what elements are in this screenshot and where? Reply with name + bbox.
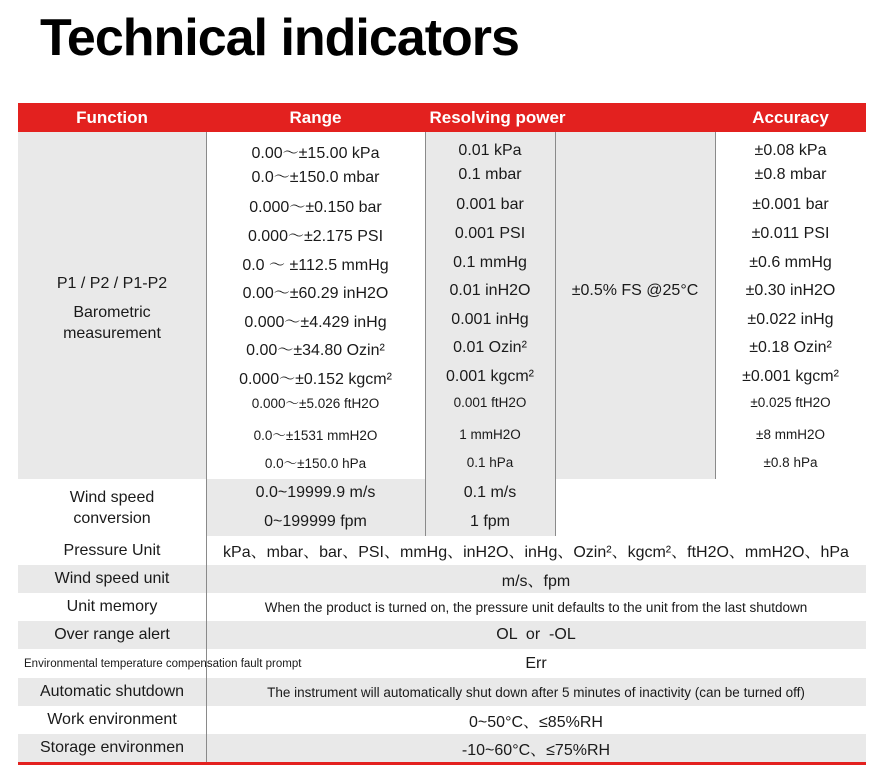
baro-resolution-6: 0.001 inHg [451, 311, 529, 328]
table-bottom-rule [18, 762, 866, 765]
baro-range-7: 0.00～±34.80 Ozin² [246, 341, 385, 359]
header-range: Range [289, 107, 342, 127]
baro-accuracy-3: ±0.011 PSI [751, 225, 830, 242]
wind-function-label [18, 483, 206, 533]
spec-label-pressure-unit: Pressure Unit [63, 541, 161, 559]
baro-accuracy-5: ±0.30 inH2O [745, 282, 836, 299]
baro-function-line2: Barometric [73, 303, 151, 321]
baro-accuracy-11: ±0.8 hPa [763, 454, 818, 470]
header-resolving-power: Resolving power [429, 107, 566, 127]
spec-value-wind-speed-unit: m/s、fpm [501, 572, 571, 590]
baro-resolution-3: 0.001 PSI [454, 225, 526, 242]
baro-resolution-11: 0.1 hPa [466, 454, 514, 470]
baro-resolution-8: 0.001 kgcm² [445, 368, 535, 385]
baro-function-line1: P1 / P2 / P1-P2 [56, 274, 168, 292]
baro-resolution-2: 0.001 bar [456, 196, 524, 213]
wind-resolution-1: 1 fpm [469, 512, 510, 530]
baro-range-8: 0.000～±0.152 kgcm² [239, 370, 392, 388]
baro-range-5: 0.00～±60.29 inH2O [242, 284, 389, 302]
baro-resolution-10: 1 mmH2O [459, 426, 521, 442]
spec-value-unit-memory: When the product is turned on, the pressure unit defaults to the unit from the last shutdown [264, 599, 808, 615]
page-title: Technical indicators [40, 9, 519, 67]
baro-range-11: 0.0～±150.0 hPa [264, 456, 367, 471]
baro-resolution-4: 0.1 mmHg [453, 254, 527, 271]
baro-resolution-0: 0.01 kPa [458, 142, 522, 159]
spec-value-auto-shutdown: The instrument will automatically shut down after 5 minutes of inactivity (can be turned off) [267, 684, 805, 700]
baro-resolution-1: 0.1 mbar [458, 166, 522, 183]
spec-value-env-temp-fault: Err [525, 654, 547, 672]
header-accuracy: Accuracy [752, 107, 829, 127]
baro-range-6: 0.000～±4.429 inHg [244, 313, 387, 331]
spec-label-work-environment: Work environment [47, 711, 177, 728]
wind-function-line1: Wind speed [69, 489, 155, 506]
wind-resolution-0: 0.1 m/s [463, 484, 517, 501]
baro-accuracy-6: ±0.022 inHg [747, 311, 834, 328]
wind-range-0: 0.0~19999.9 m/s [255, 484, 376, 501]
baro-shared-accuracy: ±0.5% FS @25°C [571, 282, 699, 299]
spec-value-work-environment: 0~50°C、≤85%RH [469, 713, 603, 731]
spec-value-storage-environment: -10~60°C、≤75%RH [461, 741, 611, 759]
spec-label-wind-speed-unit: Wind speed unit [54, 570, 170, 587]
spec-label-env-temp-fault: Environmental temperature compensation fault prompt [24, 657, 302, 670]
baro-range-3: 0.000～±2.175 PSI [247, 227, 384, 245]
baro-accuracy-7: ±0.18 Ozin² [749, 339, 832, 356]
spec-label-unit-memory: Unit memory [66, 598, 158, 615]
baro-range-9: 0.000～±5.026 ftH2O [251, 396, 380, 411]
baro-range-2: 0.000～±0.150 bar [249, 198, 382, 216]
baro-resolution-9: 0.001 ftH2O [453, 394, 527, 410]
spec-value-pressure-unit: kPa、mbar、bar、PSI、mmHg、inH2O、inHg、Ozin²、kgcm²、ftH2O、mmH2O、hPa [223, 544, 849, 561]
spec-table [18, 103, 866, 765]
baro-resolution-7: 0.01 Ozin² [453, 339, 527, 356]
separator-resolution [555, 132, 556, 536]
baro-range-10: 0.0～±1531 mmH2O [253, 428, 378, 443]
wind-range-1: 0~199999 fpm [264, 512, 367, 530]
baro-accuracy-1: ±0.8 mbar [754, 166, 827, 183]
baro-accuracy-4: ±0.6 mmHg [749, 254, 832, 271]
baro-accuracy-8: ±0.001 kgcm² [742, 368, 839, 385]
baro-function-label [18, 263, 206, 353]
baro-accuracy-9: ±0.025 ftH2O [750, 394, 831, 410]
baro-accuracy-2: ±0.001 bar [752, 196, 829, 213]
header-function: Function [76, 107, 148, 127]
spec-value-over-range-alert: OL or -OL [496, 626, 576, 643]
baro-function-line3: measurement [63, 324, 161, 342]
baro-accuracy-0: ±0.08 kPa [754, 142, 827, 159]
baro-accuracy-10: ±8 mmH2O [756, 426, 825, 442]
baro-range-1: 0.0～±150.0 mbar [251, 168, 380, 186]
spec-label-auto-shutdown: Automatic shutdown [39, 683, 185, 700]
baro-range-4: 0.0 ～ ±112.5 mmHg [242, 256, 389, 274]
baro-resolution-5: 0.01 inH2O [449, 282, 531, 299]
spec-label-storage-environment: Storage environmen [39, 739, 185, 756]
baro-range-0: 0.00～±15.00 kPa [251, 144, 380, 162]
wind-function-line2: conversion [73, 510, 151, 527]
spec-label-over-range-alert: Over range alert [54, 626, 170, 643]
table-header [18, 103, 866, 132]
